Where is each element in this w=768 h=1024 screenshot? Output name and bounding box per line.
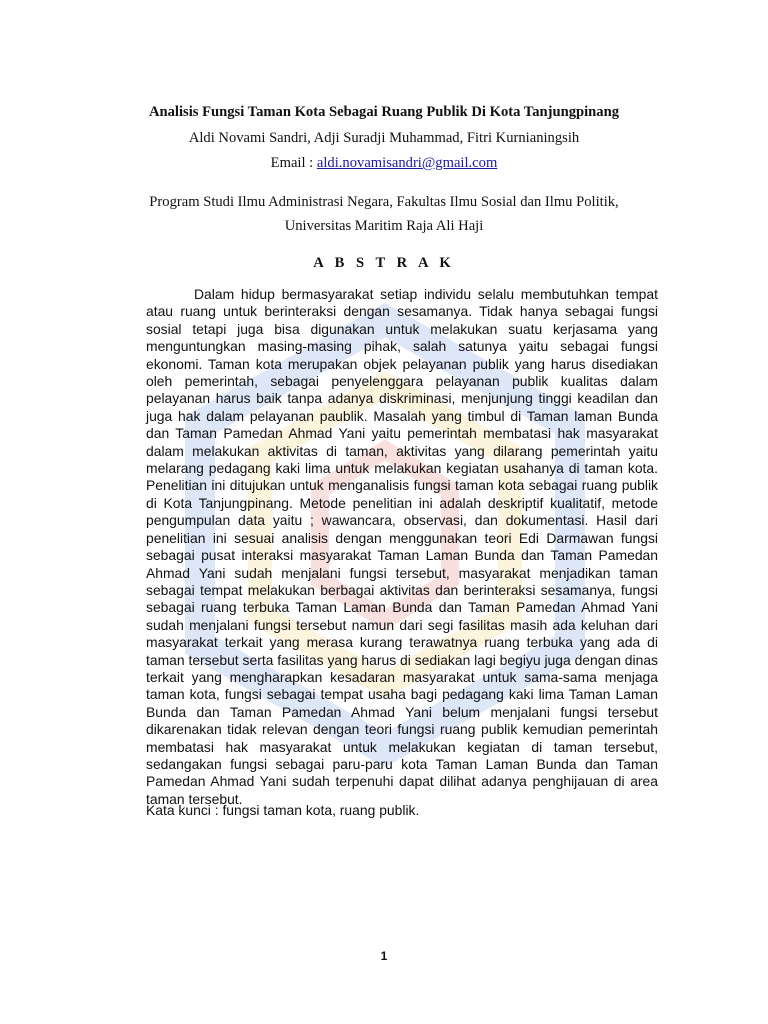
abstract-text: Dalam hidup bermasyarakat setiap individu selalu membutuhkan tempat atau ruang untuk berinteraksi dengan sesamanya. Tidak hanya sebagai fungsi sosial tetapi juga bisa digunakan untuk melakukan suatu kerjasama yang menguntungkan masing-masing pihak, salah satunya yaitu sebagai fungsi ekonomi. Taman kota merupakan objek pelayanan publik yang harus disediakan oleh pemerintah, sebagai penyelenggara pelayanan publik kualitas dalam pelayanan harus baik tanpa adanya diskriminasi, menjunjung tinggi keadilan dan juga hak dalam pelayanan paublik. Masalah yang timbul di Taman laman Bunda dan Taman Pamedan Ahmad Yani yaitu pemerintah membatasi hak masyarakat dalam melakukan aktivitas di taman, aktivitas yang dilarang pemerintah yaitu melarang pedagang kaki lima untuk melakukan kegiatan usahanya di taman kota. Penelitian ini ditujukan untuk menganalisis fungsi taman kota sebagai ruang publik di Kota Tanjungpinang. Metode penelitian ini adalah deskriptif kualitatif, metode pengumpulan data yaitu ; wawancara, observasi, dan dokumentasi. Hasil dari penelitian ini sesuai analisis dengan menggunakan teori Edi Darmawan fungsi sebagai pusat interaksi masyarakat Taman Laman Bunda dan Taman Pamedan Ahmad Yani sudah menjalani fungsi tersebut, masyarakat menjadikan taman sebagai tempat melakukan berbagai aktivitas dan berinteraksi sesamanya, fungsi sebagai ruang terbuka Taman Laman Bunda dan Taman Pamedan Ahmad Yani sudah menjalani fungsi tersebut namun dari segi fasilitas masih ada keluhan dari masyarakat terkait yang merasa kurang terawatnya ruang terbuka yang ada di taman tersebut serta fasilitas yang harus di sediakan lagi begiyu juga dengan dinas terkait yang mengharapkan kesadaran masyarakat untuk sama-sama menjaga taman kota, fungsi sebagai tempat usaha bagi pedagang kaki lima Taman Laman Bunda dan Taman Pamedan Ahmad Yani belum menjalani fungsi tersebut dikarenakan tidak relevan dengan teori fungsi ruang publik kemudian pemerintah membatasi hak masyarakat untuk melakukan kegiatan di taman tersebut, sedangakan fungsi sebagai paru-paru kota Taman Laman Bunda dan Taman Pamedan Ahmad Yani sudah terpenuhi dapat dilihat adanya penghijauan di area taman tersebut. (146, 286, 658, 807)
paper-authors: Aldi Novami Sandri, Adji Suradji Muhammad, Fitri Kurnianingsih (188, 130, 580, 146)
affiliation-line-1: Program Studi Ilmu Administrasi Negara, Fakultas Ilmu Sosial dan Ilmu Politik, (149, 194, 619, 210)
email-link[interactable]: aldi.novamisandri@gmail.com (316, 155, 498, 171)
abstract-heading: A B S T R A K (313, 255, 455, 271)
email-label: Email : (270, 155, 317, 171)
email-line (0, 153, 768, 173)
affiliation-line-2: Universitas Maritim Raja Ali Haji (284, 218, 484, 234)
page-number: 1 (380, 949, 388, 963)
paper-title: Analisis Fungsi Taman Kota Sebagai Ruang Publik Di Kota Tanjungpinang (148, 104, 619, 120)
keywords: Kata kunci : fungsi taman kota, ruang publik. (146, 802, 420, 818)
